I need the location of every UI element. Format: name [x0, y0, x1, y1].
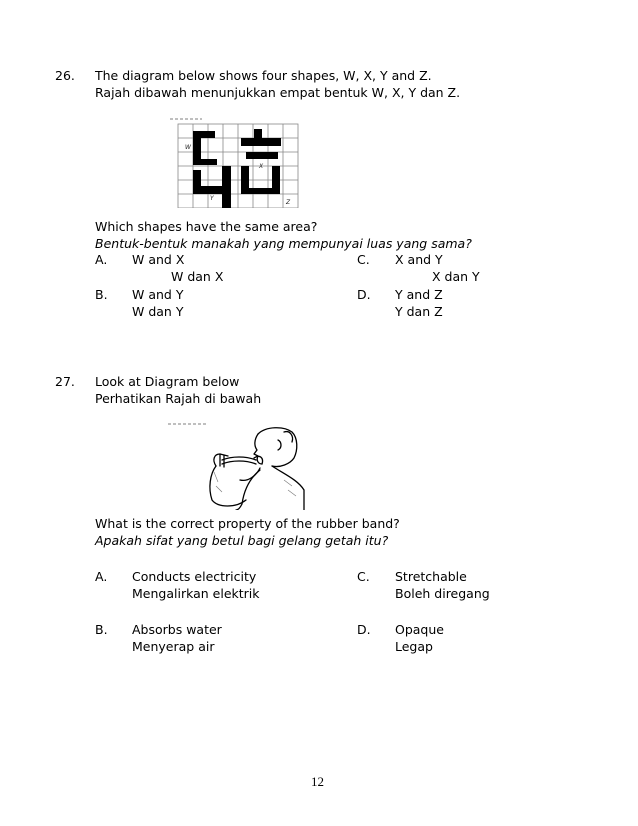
shape-label-x: X: [259, 163, 264, 170]
q27-question-en: What is the correct property of the rubber band?: [95, 516, 400, 531]
q27-stem-ms: Perhatikan Rajah di bawah: [95, 391, 262, 406]
q26-option-b-ms: W dan Y: [132, 304, 184, 319]
q26-option-d-ms: Y dan Z: [395, 304, 443, 319]
q27-option-c-ms: Boleh diregang: [395, 586, 490, 601]
q26-option-c-letter[interactable]: C.: [357, 252, 370, 267]
q27-option-c-en[interactable]: Stretchable: [395, 569, 467, 584]
q26-question-en: Which shapes have the same area?: [95, 219, 318, 234]
q27-stem-en: Look at Diagram below: [95, 374, 240, 389]
q27-option-a-ms: Mengalirkan elektrik: [132, 586, 260, 601]
q27-option-d-ms: Legap: [395, 639, 433, 654]
q27-option-d-letter[interactable]: D.: [357, 622, 371, 637]
q26-option-a-letter[interactable]: A.: [95, 252, 108, 267]
q26-question-ms: Bentuk-bentuk manakah yang mempunyai luas yang sama?: [95, 236, 472, 251]
shape-x-part: [241, 138, 281, 146]
q27-number: 27.: [55, 374, 75, 389]
shape-label-w: W: [185, 144, 191, 151]
page-number: 12: [311, 774, 324, 789]
q27-option-d-en[interactable]: Opaque: [395, 622, 444, 637]
q27-option-b-ms: Menyerap air: [132, 639, 215, 654]
shapes-grid-svg: [168, 116, 304, 208]
q26-option-a-ms: W dan X: [171, 269, 224, 284]
q27-option-b-en[interactable]: Absorbs water: [132, 622, 222, 637]
q26-option-d-en[interactable]: Y and Z: [395, 287, 443, 302]
shape-x-part: [246, 152, 278, 159]
shape-label-z: Z: [286, 199, 291, 206]
q26-option-b-en[interactable]: W and Y: [132, 287, 184, 302]
shape-z-part: [241, 188, 280, 194]
q27-question-ms: Apakah sifat yang betul bagi gelang getah itu?: [95, 533, 389, 548]
q26-option-a-en[interactable]: W and X: [132, 252, 185, 267]
q26-stem-en: The diagram below shows four shapes, W, X, Y and Z.: [95, 68, 432, 83]
rubber-band-illustration: [166, 420, 306, 510]
shape-label-y: Y: [210, 195, 214, 202]
shape-w-part: [193, 159, 217, 165]
q26-option-d-letter[interactable]: D.: [357, 287, 371, 302]
rubber-band-illustration-svg: [166, 420, 306, 510]
q27-option-c-letter[interactable]: C.: [357, 569, 370, 584]
shapes-grid-diagram: [168, 116, 304, 208]
q26-option-c-en[interactable]: X and Y: [395, 252, 443, 267]
shape-y-part: [222, 166, 231, 208]
q27-option-b-letter[interactable]: B.: [95, 622, 108, 637]
q26-number: 26.: [55, 68, 75, 83]
q27-option-a-en[interactable]: Conducts electricity: [132, 569, 257, 584]
q26-option-c-ms: X dan Y: [432, 269, 480, 284]
q26-option-b-letter[interactable]: B.: [95, 287, 108, 302]
q27-option-a-letter[interactable]: A.: [95, 569, 108, 584]
q26-stem-ms: Rajah dibawah menunjukkan empat bentuk W, X, Y dan Z.: [95, 85, 461, 100]
